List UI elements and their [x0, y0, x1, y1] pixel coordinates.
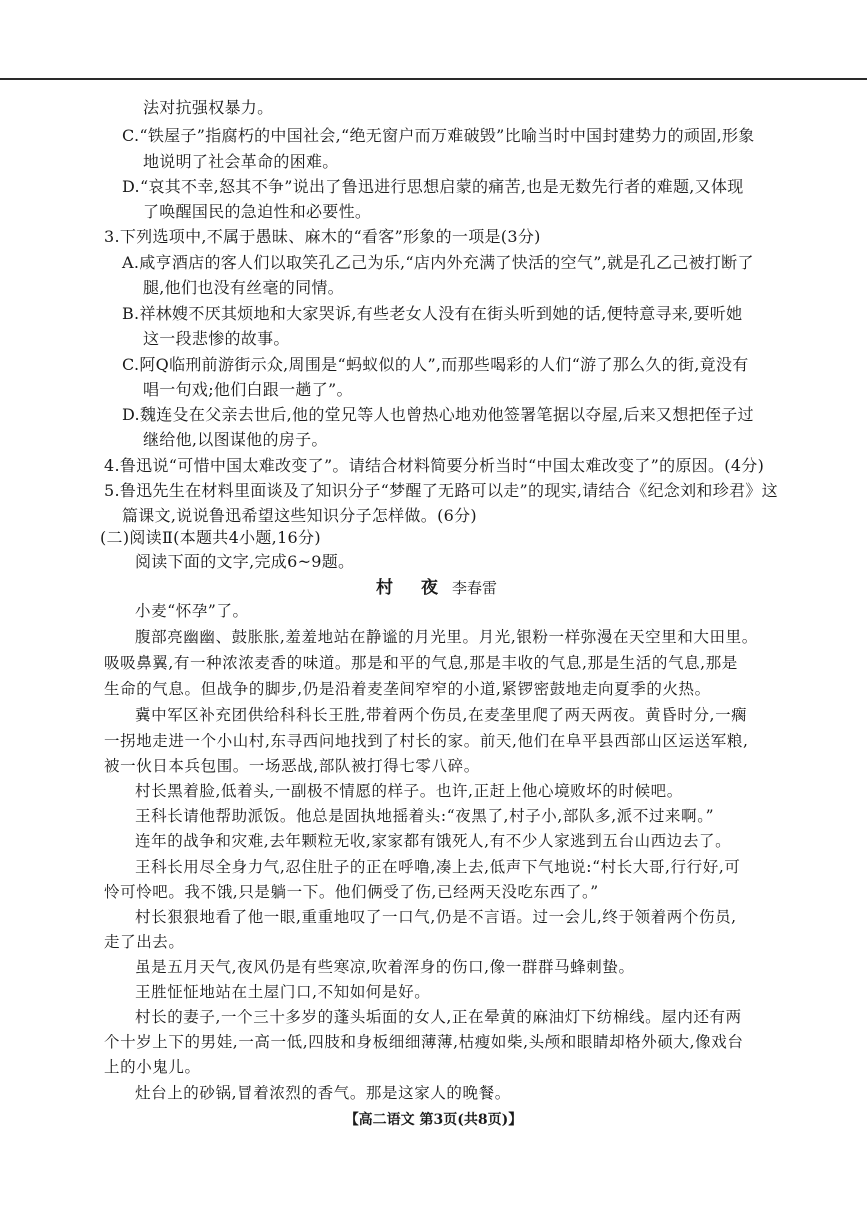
q3-option-c-line1: C.阿Q临刑前游街示众,周围是“蚂蚁似的人”,而那些喝彩的人们“游了那么久的街,竟没有 — [122, 355, 749, 374]
story-line: 灶台上的砂锅,冒着浓烈的香气。那是这家人的晚餐。 — [135, 1084, 511, 1102]
story-line: 王胜怔怔地站在土屋门口,不知如何是好。 — [135, 983, 431, 1001]
header-rule — [0, 78, 867, 80]
story-line: 虽是五月天气,夜风仍是有些寒凉,吹着浑身的伤口,像一群群马蜂刺蛰。 — [135, 958, 635, 976]
story-line: 冀中军区补充团供给科科长王胜,带着两个伤员,在麦垄里爬了两天两夜。黄昏时分,一瘸 — [135, 706, 748, 724]
story-title — [376, 577, 497, 599]
q3-option-a-line1: A.咸亨酒店的客人们以取笑孔乙己为乐,“店内外充满了快活的空气”,就是孔乙己被打断了 — [122, 253, 754, 272]
q5-stem-line2: 篇课文,说说鲁迅希望这些知识分子怎样做。(6分) — [122, 506, 477, 525]
story-line: 走了出去。 — [104, 933, 185, 951]
story-line: 王科长请他帮助派饭。他总是固执地摇着头:“夜黑了,村子小,部队多,派不过来啊。” — [135, 807, 715, 825]
q2-option-c-line1: C.“铁屋子”指腐朽的中国社会,“绝无窗户而万难破毁”比喻当时中国封建势力的顽固,形象 — [122, 126, 755, 145]
q5-stem-line1: 5.鲁迅先生在材料里面谈及了知识分子“梦醒了无路可以走”的现实,请结合《纪念刘和珍君》这 — [104, 481, 778, 500]
q3-option-b-line2: 这一段悲惨的故事。 — [143, 329, 290, 348]
story-author: 李春雷 — [452, 579, 498, 597]
page-footer: 【高二语文 第3页(共8页)】 — [344, 1112, 523, 1128]
story-line: 吸吸鼻翼,有一种浓浓麦香的味道。那是和平的气息,那是丰收的气息,那是生活的气息,那是 — [104, 654, 738, 672]
q2-option-d-line2: 了唤醒国民的急迫性和必要性。 — [143, 202, 372, 221]
story-line: 个十岁上下的男娃,一高一低,四肢和身板细细薄薄,枯瘦如柴,头颅和眼睛却格外硕大,像戏台 — [104, 1033, 744, 1051]
q3-option-d-line2: 继给他,以图谋他的房子。 — [143, 430, 328, 449]
story-line: 王科长用尽全身力气,忍住肚子的正在呼噜,凑上去,低声下气地说:“村长大哥,行行好,可 — [135, 858, 741, 876]
story-line: 上的小鬼儿。 — [104, 1058, 201, 1076]
story-line: 生命的气息。但战争的脚步,仍是沿着麦垄间窄窄的小道,紧锣密鼓地走向夏季的火热。 — [104, 680, 711, 698]
story-line: 村长狠狠地看了他一眼,重重地叹了一口气,仍是不言语。过一会儿,终于领着两个伤员, — [135, 908, 737, 926]
story-line: 小麦“怀孕”了。 — [135, 602, 249, 620]
section-intro: 阅读下面的文字,完成6~9题。 — [135, 552, 355, 571]
q3-stem: 3.下列选项中,不属于愚昧、麻木的“看客”形象的一项是(3分) — [104, 227, 541, 246]
q4-stem: 4.鲁迅说“可惜中国太难改变了”。请结合材料简要分析当时“中国太难改变了”的原因。(4分) — [104, 456, 765, 475]
section-heading: (二)阅读Ⅱ(本题共4小题,16分) — [100, 528, 321, 547]
q2-option-d-line1: D.“哀其不幸,怒其不争”说出了鲁迅进行思想启蒙的痛苦,也是无数先行者的难题,又体现 — [122, 177, 744, 196]
story-line: 连年的战争和灾难,去年颗粒无收,家家都有饿死人,有不少人家逃到五台山西边去了。 — [135, 832, 732, 850]
story-line: 被一伙日本兵包围。一场恶战,部队被打得七零八碎。 — [104, 757, 480, 775]
story-line: 怜可怜吧。我不饿,只是躺一下。他们俩受了伤,已经两天没吃东西了。” — [104, 883, 599, 901]
story-line: 一拐地走进一个小山村,东寻西问地找到了村长的家。前天,他们在阜平县西部山区运送军粮, — [104, 732, 749, 750]
q3-option-a-line2: 腿,他们也没有丝毫的同情。 — [143, 278, 344, 297]
q2-option-tail: 法对抗强权暴力。 — [143, 98, 274, 117]
q2-option-c-line2: 地说明了社会革命的困难。 — [143, 152, 339, 171]
q3-option-d-line1: D.魏连殳在父亲去世后,他的堂兄等人也曾热心地劝他签署笔据以夺屋,后来又想把侄子过 — [122, 405, 754, 424]
q3-option-b-line1: B.祥林嫂不厌其烦地和大家哭诉,有些老女人没有在街头听到她的话,便特意寻来,要听她 — [122, 304, 743, 323]
story-title-char-2: 夜 — [421, 578, 438, 598]
story-line: 村长的妻子,一个三十多岁的蓬头垢面的女人,正在晕黄的麻油灯下纺棉线。屋内还有两 — [135, 1008, 742, 1026]
story-title-char-1: 村 — [376, 578, 393, 598]
story-line: 腹部亮幽幽、鼓胀胀,羞羞地站在静谧的月光里。月光,银粉一样弥漫在天空里和大田里。 — [135, 628, 758, 646]
story-line: 村长黑着脸,低着头,一副极不情愿的样子。也许,正赶上他心境败坏的时候吧。 — [135, 782, 683, 800]
q3-option-c-line2: 唱一句戏;他们白跟一趟了”。 — [143, 380, 353, 399]
